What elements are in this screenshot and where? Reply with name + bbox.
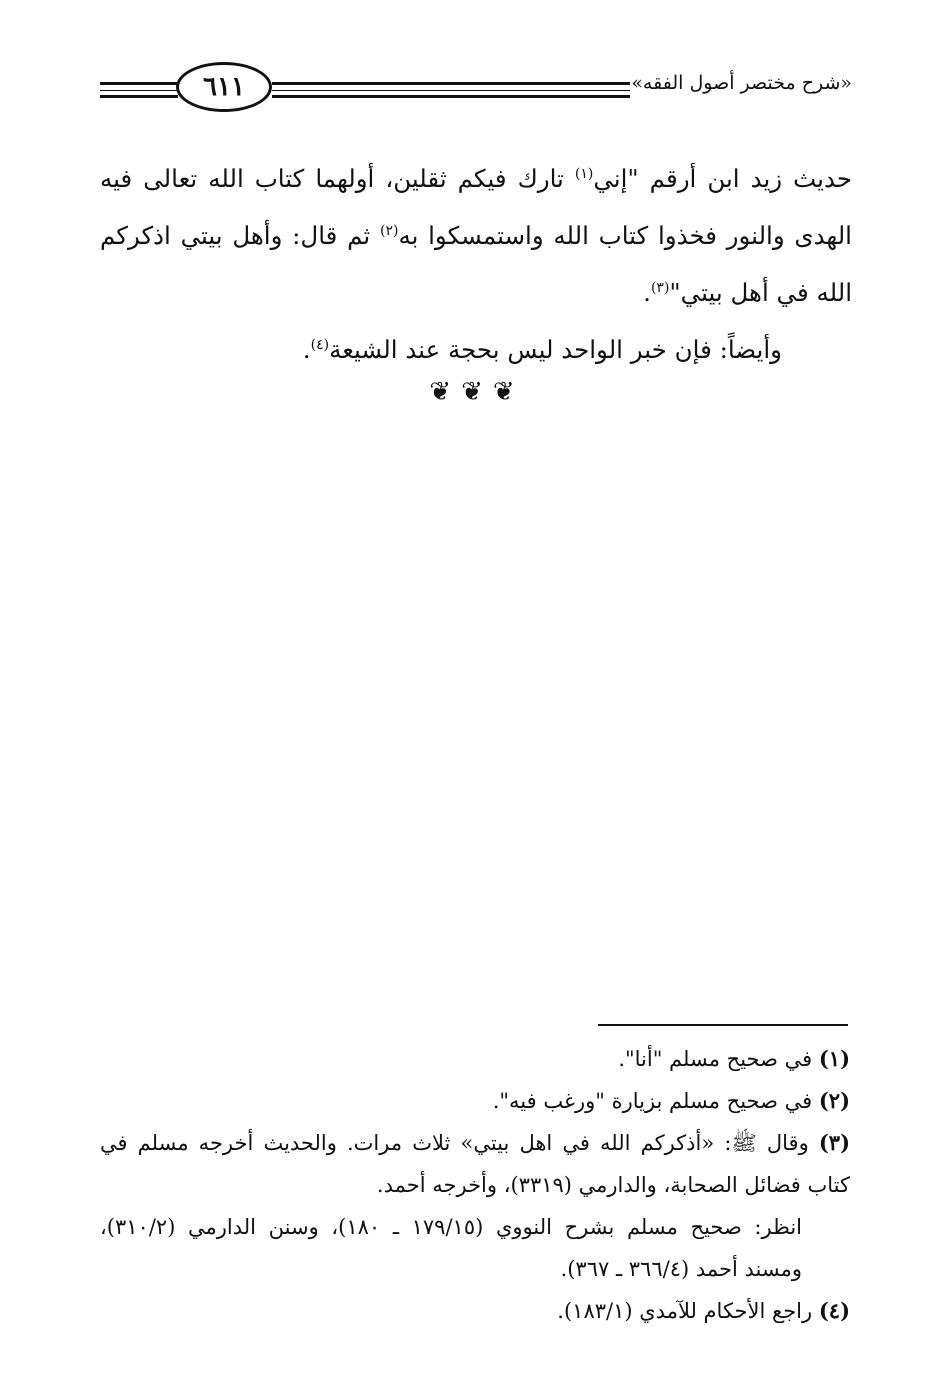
header-rule-mid-lower — [272, 95, 630, 98]
para1-part-b: تارك فيكم ثقلين، أولهما كتاب الله تعالى فيه الهدى والنور فخذوا كتاب الله واستمسكوا به — [100, 164, 852, 250]
footnote-4 — [100, 1290, 850, 1332]
footnote-text: وقال ﷺ: «أذكركم الله في اهل بيتي» ثلاث مرات. والحديث أخرجه مسلم في كتاب فضائل الصحابة، والدارمي (٣٣١٩)، وأخرجه أحمد. — [100, 1131, 850, 1197]
para1-part-d: . — [643, 278, 651, 307]
footnote-1 — [100, 1038, 850, 1080]
ornament-icon: ❦ — [429, 377, 452, 407]
header-rule-left-lower — [100, 95, 178, 98]
footnote-number: (٣) — [818, 1130, 850, 1155]
page-number: ٦١١ — [176, 62, 272, 112]
ornament-icon: ❦ — [492, 377, 515, 407]
footnote-ref-4: (٤) — [310, 336, 330, 353]
footnote-ref-1: (١) — [574, 165, 594, 182]
paragraph-1 — [100, 150, 852, 321]
header-rule-left-thin — [100, 90, 178, 91]
running-title: «شرح مختصر أصول الفقه» — [631, 72, 852, 94]
footnote-3 — [100, 1122, 850, 1206]
footnotes — [100, 1038, 850, 1332]
header-rule-mid-thin — [272, 90, 630, 91]
para2-part-a: وأيضاً: فإن خبر الواحد ليس بحجة عند الشيعة — [329, 335, 782, 364]
header-rule-left — [100, 82, 178, 85]
para2-part-b: . — [302, 335, 311, 364]
footnote-number: (٢) — [818, 1088, 850, 1113]
footnote-separator — [598, 1024, 848, 1026]
footnote-text: راجع الأحكام للآمدي (١٨٣/١). — [557, 1299, 813, 1323]
footnote-3-continuation: انظر: صحيح مسلم بشرح النووي (١٧٩/١٥ ـ ١٨٠)، وسنن الدارمي (٣١٠/٢)، ومسند أحمد (٣٦٦/٤ ـ ٣٦٧). — [100, 1215, 802, 1281]
footnote-number: (١) — [818, 1046, 850, 1071]
section-ornaments — [0, 377, 944, 407]
header-rule-mid — [272, 82, 630, 85]
page-header — [100, 60, 852, 120]
paragraph-2 — [100, 321, 852, 378]
footnote-text: في صحيح مسلم بزيارة "ورغب فيه". — [492, 1089, 813, 1113]
footnote-number: (٤) — [818, 1298, 850, 1323]
footnote-text: في صحيح مسلم "أنا". — [618, 1047, 813, 1071]
para1-part-a: حديث زيد ابن أرقم "إني — [593, 164, 852, 193]
footnote-ref-2: (٢) — [379, 222, 399, 239]
footnote-2 — [100, 1080, 850, 1122]
ornament-icon: ❦ — [461, 377, 483, 407]
para1-part-c: ثم قال: وأهل بيتي اذكركم الله في أهل بيتي" — [100, 221, 852, 307]
footnote-ref-3: (٣) — [650, 279, 670, 296]
main-text — [100, 150, 852, 378]
